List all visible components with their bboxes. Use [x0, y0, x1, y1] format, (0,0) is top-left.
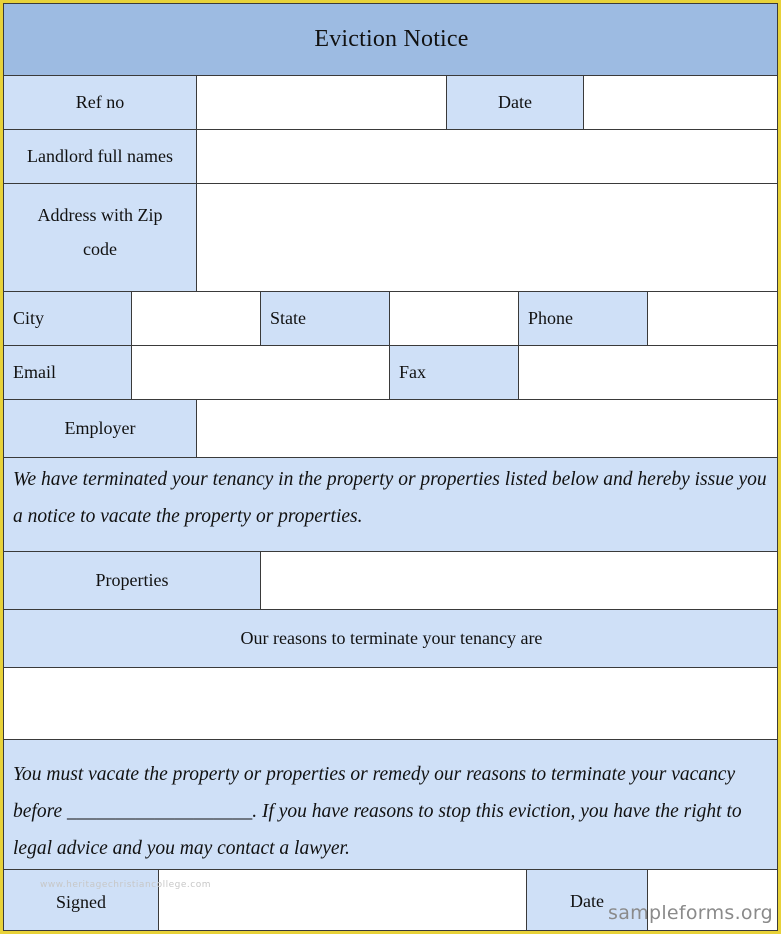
vacate-text: You must vacate the property or properties or remedy our reasons to terminate your vacancy before ___________________. If you have reasons to stop this eviction, you have the right to legal advice and you may contact a lawyer.	[13, 764, 742, 859]
phone-label-cell	[519, 292, 648, 345]
phone-label: Phone	[528, 308, 573, 328]
eviction-notice-form	[3, 3, 778, 931]
phone-field[interactable]	[648, 292, 778, 345]
address-field[interactable]	[197, 184, 778, 291]
fax-label-cell	[390, 346, 519, 399]
signed-label: Signed	[55, 891, 106, 912]
city-label: City	[13, 308, 45, 328]
date-label: Date	[498, 92, 532, 112]
email-row	[4, 346, 778, 400]
reasons-header-row	[4, 610, 778, 668]
properties-field[interactable]	[261, 552, 778, 609]
notice-text: We have terminated your tenancy in the property or properties listed below and hereby issue you a notice to vacate the property or properties.	[13, 469, 767, 527]
notice-row	[4, 458, 778, 552]
city-field[interactable]	[132, 292, 261, 345]
reasons-field[interactable]	[4, 668, 778, 740]
vacate-row	[4, 740, 778, 870]
city-label-cell	[4, 292, 132, 345]
city-row	[4, 292, 778, 346]
state-label: State	[270, 308, 306, 328]
date-field[interactable]	[584, 76, 778, 129]
email-field[interactable]	[132, 346, 390, 399]
employer-row	[4, 400, 778, 458]
title-row	[4, 4, 778, 76]
landlord-label: Landlord full names	[27, 146, 173, 166]
state-field[interactable]	[390, 292, 519, 345]
email-label: Email	[13, 362, 56, 382]
signed-date-label: Date	[570, 890, 604, 911]
address-label-cell	[4, 184, 197, 291]
signature-field[interactable]	[159, 870, 527, 931]
landlord-label-cell	[4, 130, 197, 183]
properties-label: Properties	[95, 570, 169, 590]
address-row	[4, 184, 778, 292]
landlord-field[interactable]	[197, 130, 778, 183]
brand-watermark: sampleforms.org	[608, 902, 773, 924]
email-label-cell	[4, 346, 132, 399]
state-label-cell	[261, 292, 390, 345]
employer-field[interactable]	[197, 400, 778, 457]
properties-row	[4, 552, 778, 610]
landlord-row	[4, 130, 778, 184]
ref-label: Ref no	[75, 92, 125, 112]
address-label: Address with Zip code	[37, 205, 163, 259]
ref-field[interactable]	[197, 76, 447, 129]
date-label-cell	[447, 76, 584, 129]
employer-label-cell	[4, 400, 197, 457]
reasons-label: Our reasons to terminate your tenancy are	[240, 628, 543, 648]
ref-row	[4, 76, 778, 130]
fax-field[interactable]	[519, 346, 778, 399]
properties-label-cell	[4, 552, 261, 609]
ref-label-cell	[4, 76, 197, 129]
fax-label: Fax	[399, 362, 426, 382]
employer-label: Employer	[64, 418, 136, 438]
form-title: Eviction Notice	[314, 26, 469, 52]
small-watermark: www.heritagechristiancollege.com	[40, 880, 211, 890]
